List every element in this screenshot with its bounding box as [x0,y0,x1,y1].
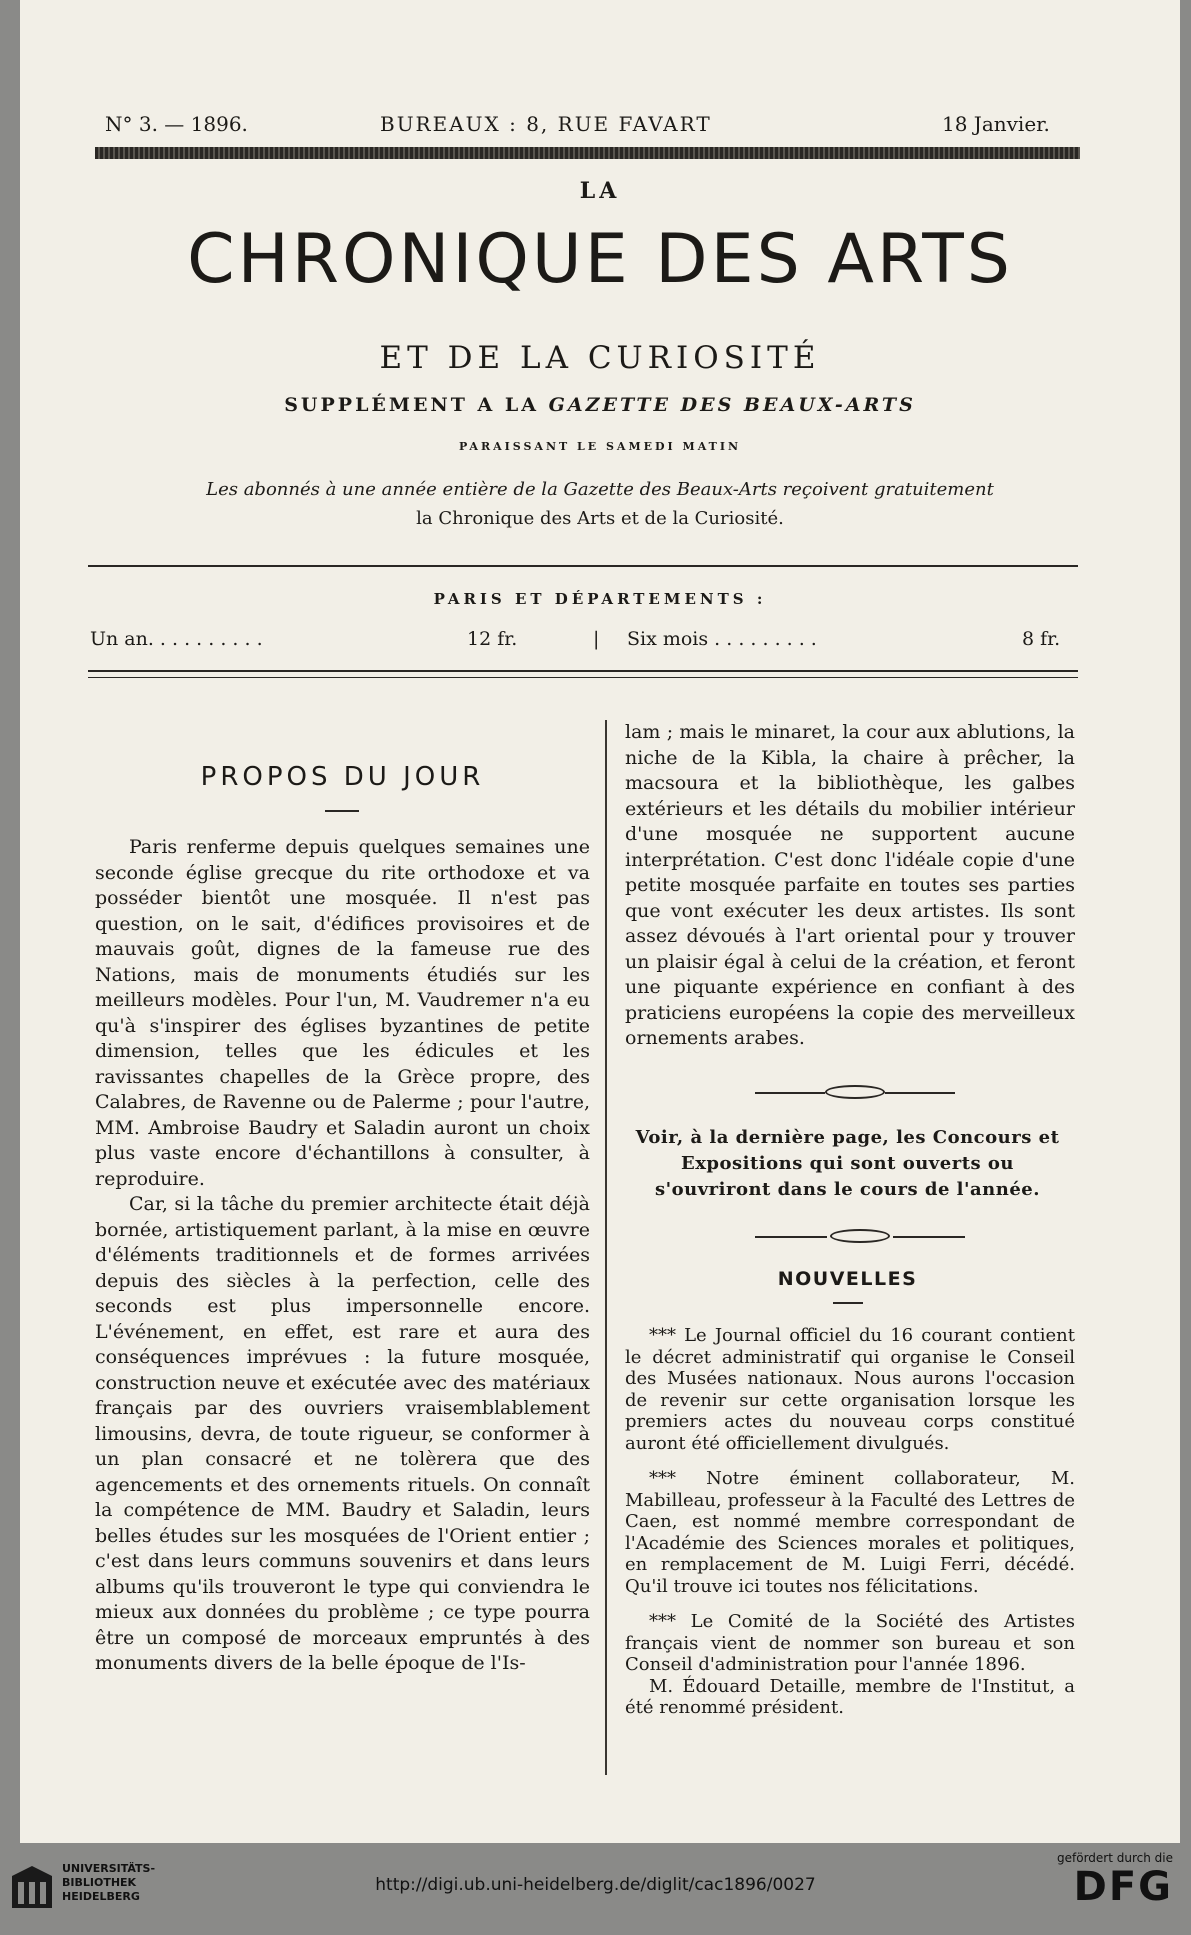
concours-notice: Voir, à la dernière page, les Concours et Expositions qui sont ouverts ou s'ouvriront dans le cours de l'année. [635,1127,1060,1200]
masthead-rule-bottom [88,565,1078,567]
news-list [625,1325,1075,1733]
propos-du-jour-heading: PROPOS DU JOUR [200,762,485,792]
price-six-mois-label: Six mois . . . . . . . . . [627,628,817,650]
price-un-an-label: Un an. . . . . . . . . . [90,628,263,650]
publication-schedule: PARAISSANT LE SAMEDI MATIN [458,440,742,453]
continuation-paragraph: lam ; mais le minaret, la cour aux ablutions, la niche de la Kibla, la chaire à prêcher, la macsoura et la bibliothèque, les galbes extérieurs et les détails du mobilier intérieur d'une mosquée ne supportent aucune interprétation. C'est donc l'idéale copie d'une petite mosquée parfaite en toutes ses parties que vont exécuter les deux artistes. Ils sont assez dévoués à l'art oriental pour y trouver un plaisir égal à celui de la création, et feront une piquante expérience en confiant à des praticiens européens la copie des merveilleux ornements arabes. [625,721,1075,1049]
nouvelles-heading: NOUVELLES [777,1268,918,1290]
masthead-subtitle: ET DE LA CURIOSITÉ [379,340,821,376]
price-un-an-value: 12 fr. [467,628,518,650]
digitization-footer [0,1843,1191,1935]
heading-dash [325,810,359,812]
source-url-link[interactable]: http://digi.ub.uni-heidelberg.de/diglit/cac1896/0027 [375,1875,816,1895]
issue-number: N° 3. — 1896. [105,112,248,136]
library-line-1: UNIVERSITÄTS- [62,1862,156,1875]
masthead-la: LA [579,178,621,204]
supplement-prefix: SUPPLÉMENT A LA [284,394,549,416]
article-paragraph-1: Paris renferme depuis quelques semaines une seconde église grecque du rite orthodoxe et va posséder bientôt une mosquée. Il n'est pas question, on le sait, d'édifices provisoires et de mauvais goût, dignes de la fameuse rue des Nations, mais de monuments étudiés sur les meilleurs modèles. Pour l'un, M. Vaudremer n'a eu qu'à s'inspirer des églises byzantines de petite dimension, telles que les édicules et les ravissantes chapelles de la Grèce propre, des Calabres, de Ravenne ou de Palerme ; pour l'autre, MM. Ambroise Baudry et Saladin auront un choix plus vaste encore d'échantillons à consulter, à reproduire. [95,836,590,1190]
newspaper-page [20,0,1180,1843]
column-divider [605,720,607,1775]
news-item: *** Le Comité de la Société des Artistes français vient de nommer son bureau et son Conseil d'administration pour l'année 1896. [625,1611,1075,1675]
subscription-heading: PARIS ET DÉPARTEMENTS : [433,590,767,608]
left-article [95,835,590,1677]
subscription-rule-thin [88,677,1078,678]
supplement-gazette: GAZETTE DES BEAUX-ARTS [548,394,916,416]
masthead-title: CHRONIQUE DES ARTS [187,220,1013,299]
news-item: *** Le Journal officiel du 16 courant contient le décret administratif qui organise le Conseil des Musées nationaux. Nous aurons l'occasion de revenir sur cette organisation lorsque les premiers actes du nouveau corps constitué auront été officiellement divulgués. [625,1325,1075,1454]
right-article-continuation [625,720,1075,1052]
news-item: M. Édouard Detaille, membre de l'Institut, a été renommé président. [625,1675,1075,1718]
library-line-3: HEIDELBERG [62,1890,140,1903]
news-item: *** Notre éminent collaborateur, M. Mabilleau, professeur à la Faculté des Lettres de Caen, est nommé membre correspondant de l'Académie des Sciences morales et politiques, en remplacement de M. Luigi Ferri, décédé. Qu'il trouve ici toutes nos félicitations. [625,1468,1075,1597]
price-six-mois-value: 8 fr. [1022,628,1061,650]
ornament-divider [755,1091,955,1095]
subscriber-notice-line1: Les abonnés à une année entière de la Gazette des Beaux-Arts reçoivent gratuitement [206,479,994,500]
issue-date: 18 Janvier. [942,112,1050,136]
dfg-logo-text: DFG [1073,1864,1173,1910]
subscriber-notice-line2: la Chronique des Arts et de la Curiosité. [416,508,784,529]
nouvelles-dash [833,1302,863,1304]
subscriber-notice [20,475,1180,533]
dfg-funding-logo[interactable] [1043,1851,1173,1909]
article-paragraph-2: Car, si la tâche du premier architecte était déjà bornée, artistiquement parlant, à la mise en œuvre d'éléments traditionnels et de formes arrivées depuis des siècles à la perfection, celle des seconds est plus impersonnelle encore. L'événement, en effet, est rare et aura des conséquences imprévues : la future mosquée, construction neuve et exécutée avec des matériaux français par des ouvriers vraisemblablement limousins, devra, de toute rigueur, se conformer à un plan consacré et ne tolèrera que des agencements et des ornements rituels. On connaît la compétence de MM. Baudry et Saladin, leurs belles études sur les mosquées de l'Orient entier ; c'est dans leurs communs souvenirs et dans leurs albums qu'ils trouveront le type qui conviendra le mieux aux données du problème ; ce type pourra être un composé de morceaux empruntés à des monuments divers de la belle époque de l'Is- [95,1193,590,1674]
ornament-divider-2 [755,1235,965,1239]
supplement-line [20,394,1180,416]
library-line-2: BIBLIOTHEK [62,1876,137,1889]
price-separator: | [593,628,600,650]
funded-by-label: gefördert durch die [1057,1851,1173,1865]
header-rule [95,147,1080,159]
bureaux-address: BUREAUX : 8, RUE FAVART [380,112,712,136]
subscription-rule [88,670,1078,672]
